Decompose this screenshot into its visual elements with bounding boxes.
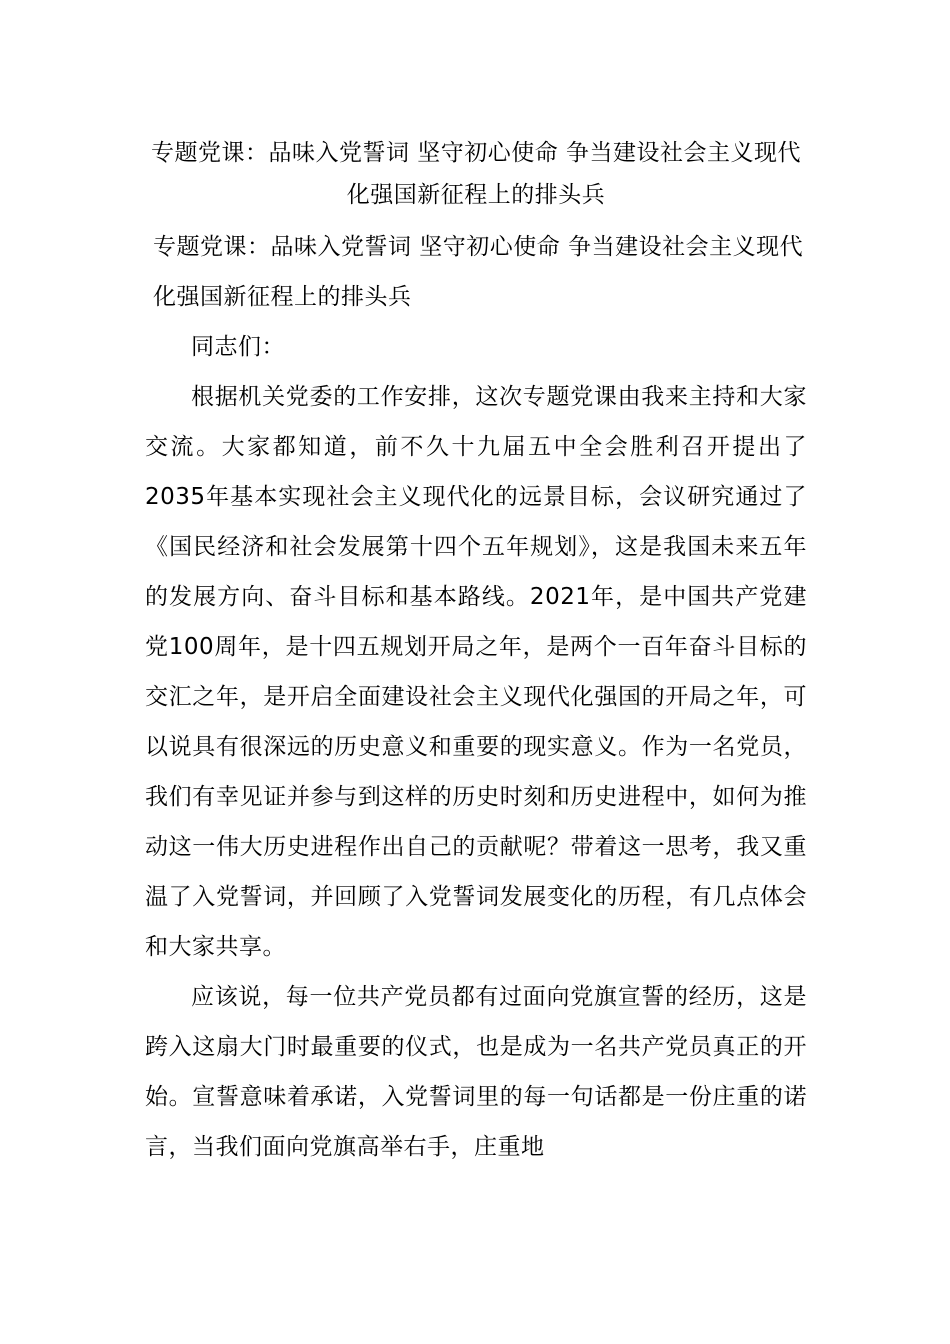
paragraph-2: 应该说，每一位共产党员都有过面向党旗宣誓的经历，这是跨入这扇大门时最重要的仪式，也是成为一名共产党员真正的开始。宣誓意味着承诺，入党誓词里的每一句话都是一份庄重的诺言，当我们面向党旗高举右手，庄重地	[145, 984, 807, 1160]
paragraph-1: 根据机关党委的工作安排，这次专题党课由我来主持和大家交流。大家都知道，前不久十九届五中全会胜利召开提出了2035年基本实现社会主义现代化的远景目标，会议研究通过了《国民经济和社会发展第十四个五年规划》，这是我国未来五年的发展方向、奋斗目标和基本路线。2021年，是中国共产党建党100周年，是十四五规划开局之年，是两个一百年奋斗目标的交汇之年，是开启全面建设社会主义现代化强国的开局之年，可以说具有很深远的历史意义和重要的现实意义。作为一名党员，我们有幸见证并参与到这样的历史时刻和历史进程中，如何为推动这一伟大历史进程作出自己的贡献呢？带着这一思考，我又重温了入党誓词，并回顾了入党誓词发展变化的历程，有几点体会和大家共享。	[145, 384, 807, 960]
document-body	[145, 132, 807, 1172]
document-subtitle: 专题党课：品味入党誓词 坚守初心使命 争当建设社会主义现代化强国新征程上的排头兵	[153, 234, 804, 310]
salutation: 同志们：	[191, 334, 285, 360]
document-title: 专题党课：品味入党誓词 坚守初心使命 争当建设社会主义现代化强国新征程上的排头兵	[150, 140, 802, 208]
